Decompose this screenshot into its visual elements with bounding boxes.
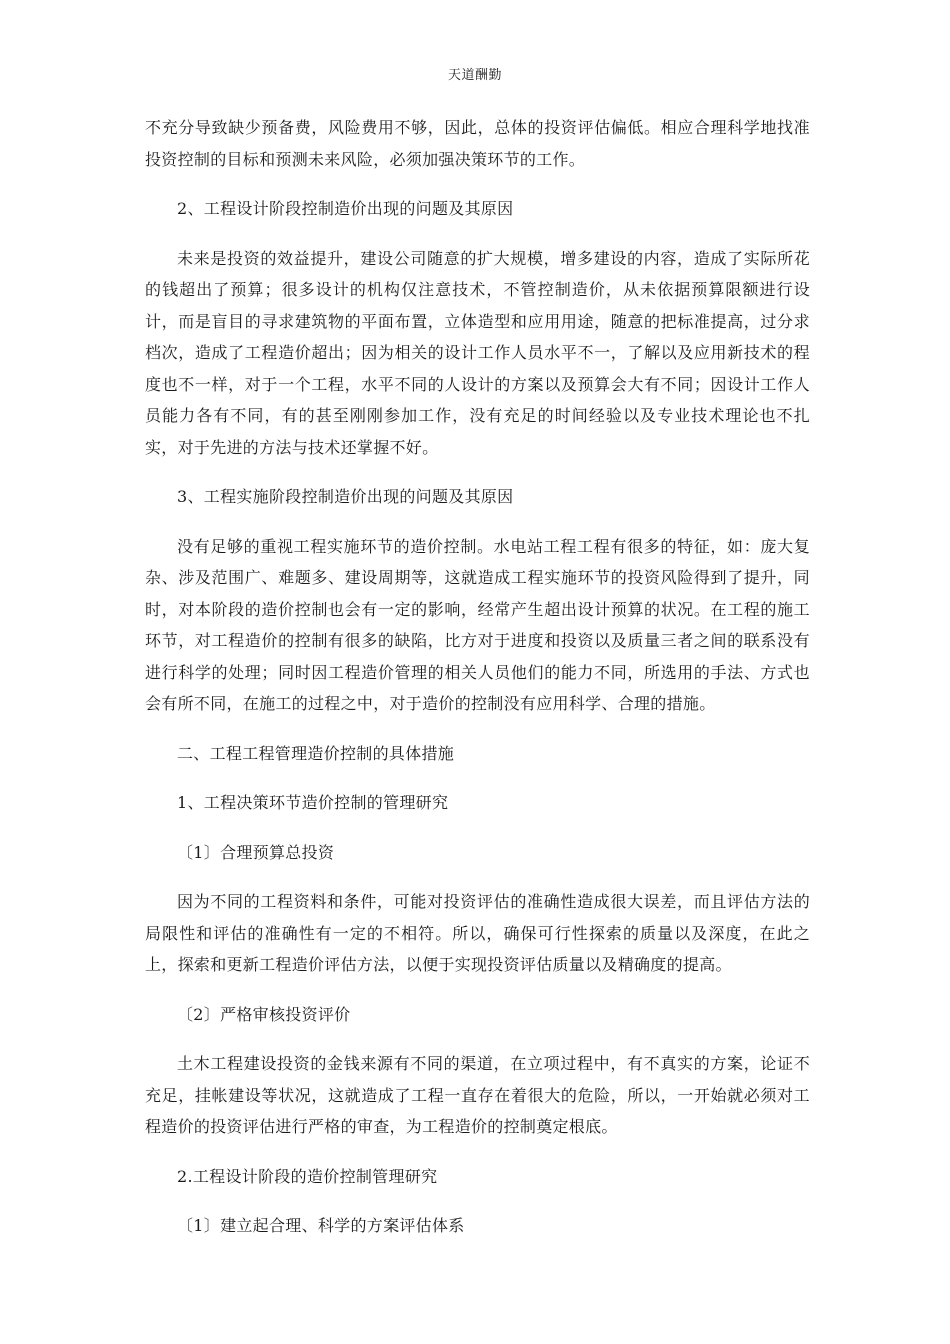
paragraph: 因为不同的工程资料和条件，可能对投资评估的准确性造成很大误差，而且评估方法的局限性和评估的准确性有一定的不相符。所以，确保可行性探索的质量以及深度，在此之上，探索和更新工程造价评估方法，以便于实现投资评估质量以及精确度的提高。 xyxy=(145,892,810,974)
section-heading: 二、工程工程管理造价控制的具体措施 xyxy=(177,743,455,763)
paragraph-continuation: 不充分导致缺少预备费，风险费用不够，因此，总体的投资评估偏低。相应合理科学地找准投资控制的目标和预测未来风险，必须加强决策环节的工作。 xyxy=(145,118,810,169)
section-heading: 3、工程实施阶段控制造价出现的问题及其原因 xyxy=(177,487,514,506)
paragraph: 没有足够的重视工程实施环节的造价控制。水电站工程工程有很多的特征，如：庞大复杂、涉及范围广、难题多、建设周期等，这就造成工程实施环节的投资风险得到了提升，同时，对本阶段的造价控制也会有一定的影响，经常产生超出设计预算的状况。在工程的施工环节，对工程造价的控制有很多的缺陷，比方对于进度和投资以及质量三者之间的联系没有进行科学的处理；同时因工程造价管理的相关人员他们的能力不同，所选用的手法、方式也会有所不同，在施工的过程之中，对于造价的控制没有应用科学、合理的措施。 xyxy=(145,536,810,713)
document-body xyxy=(145,112,810,1260)
page-header: 天道酬勤 xyxy=(447,68,502,83)
section-heading: 2、工程设计阶段控制造价出现的问题及其原因 xyxy=(177,199,514,218)
paragraph: 土木工程建设投资的金钱来源有不同的渠道，在立项过程中，有不真实的方案，论证不充足，挂帐建设等状况，这就造成了工程一直存在着很大的危险，所以，一开始就必须对工程造价的投资评估进行严格的审查，为工程造价的控制奠定根底。 xyxy=(145,1054,810,1136)
subsection-heading: 〔2〕严格审核投资评价 xyxy=(177,1004,351,1024)
subsection-heading: 〔1〕建立起合理、科学的方案评估体系 xyxy=(177,1216,465,1235)
subsection-heading: 2.工程设计阶段的造价控制管理研究 xyxy=(177,1166,438,1186)
subsection-heading: 〔1〕合理预算总投资 xyxy=(177,842,335,862)
paragraph: 未来是投资的效益提升，建设公司随意的扩大规模，增多建设的内容，造成了实际所花的钱超出了预算；很多设计的机构仅注意技术，不管控制造价，从未依据预算限额进行设计，而是盲目的寻求建筑物的平面布置，立体造型和应用用途，随意的把标准提高，过分求档次，造成了工程造价超出；因为相关的设计工作人员水平不一，了解以及应用新技术的程度也不一样，对于一个工程，水平不同的人设计的方案以及预算会大有不同；因设计工作人员能力各有不同，有的甚至刚刚参加工作，没有充足的时间经验以及专业技术理论也不扎实，对于先进的方法与技术还掌握不好。 xyxy=(145,248,810,457)
subsection-heading: 1、工程决策环节造价控制的管理研究 xyxy=(177,793,449,812)
